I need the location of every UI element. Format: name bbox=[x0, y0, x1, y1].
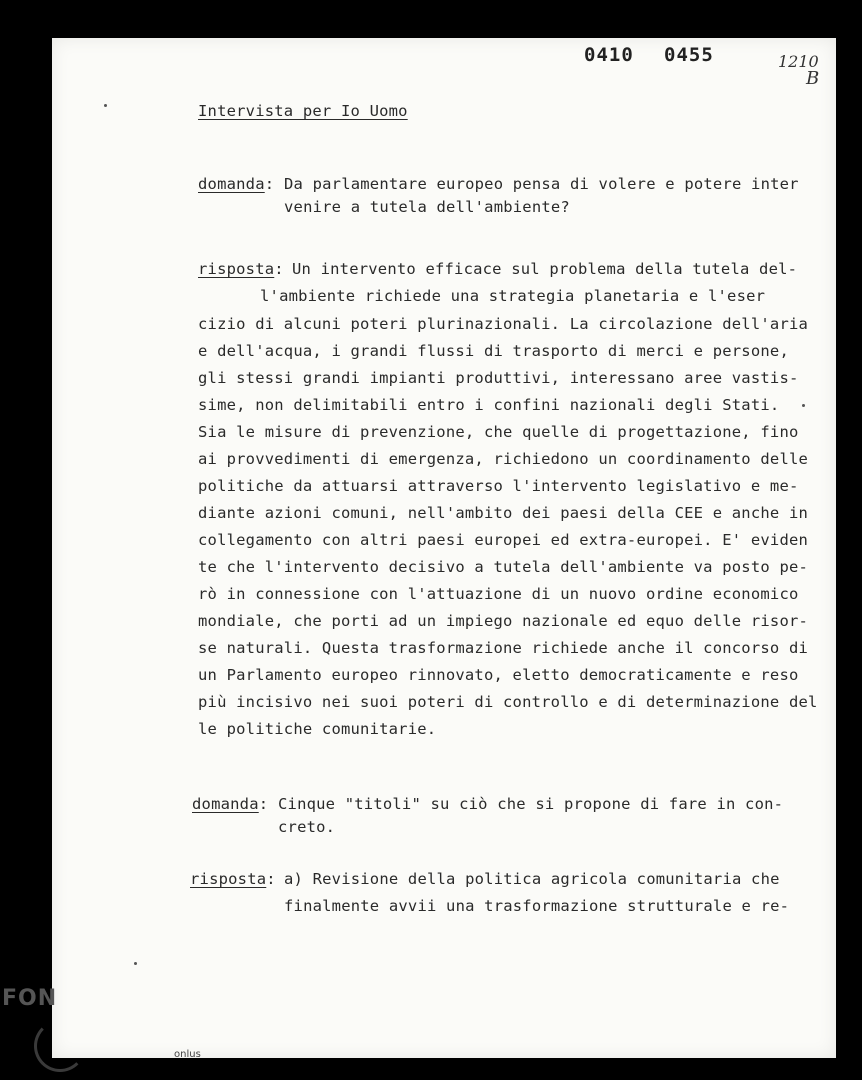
paper-speck bbox=[104, 104, 107, 107]
answer-1-second-line: l'ambiente richiede una strategia planetaria e l'eser bbox=[260, 287, 766, 305]
question-2-line: Cinque "titoli" su ciò che si propone di fare in con- bbox=[278, 795, 784, 813]
answer-1-line: un Parlamento europeo rinnovato, eletto democraticamente e reso bbox=[198, 666, 799, 684]
question-2-label: domanda: bbox=[192, 795, 269, 813]
answer-1-line: diante azioni comuni, nell'ambito dei paesi della CEE e anche in bbox=[198, 504, 809, 522]
answer-1-first-line: Un intervento efficace sul problema della tutela del- bbox=[292, 260, 798, 278]
archive-stamp-left: 0410 bbox=[584, 44, 634, 66]
question-1-label: domanda: bbox=[198, 175, 275, 193]
answer-1-line: e dell'acqua, i grandi flussi di trasporto di merci e persone, bbox=[198, 342, 789, 360]
answer-1-line: Sia le misure di prevenzione, che quelle di progettazione, fino bbox=[198, 423, 799, 441]
question-1-text bbox=[284, 175, 844, 235]
document-title: Intervista per Io Uomo bbox=[198, 102, 408, 120]
answer-1-line: se naturali. Questa trasformazione richiede anche il concorso di bbox=[198, 639, 809, 657]
archive-stamp-right: 0455 bbox=[664, 44, 714, 66]
answer-1-line: rò in connessione con l'attuazione di un nuovo ordine economico bbox=[198, 585, 799, 603]
question-1-line: venire a tutela dell'ambiente? bbox=[284, 198, 570, 216]
question-2-line: creto. bbox=[278, 818, 336, 836]
watermark-circle-icon bbox=[34, 1020, 86, 1072]
question-1-line: Da parlamentare europeo pensa di volere e potere inter bbox=[284, 175, 799, 193]
answer-1-body bbox=[198, 315, 828, 755]
answer-1-line: più incisivo nei suoi poteri di controllo e di determinazione del bbox=[198, 693, 818, 711]
answer-1-line: le politiche comunitarie. bbox=[198, 720, 437, 738]
watermark-subtext: onlus bbox=[174, 1049, 201, 1060]
question-2-text bbox=[278, 795, 838, 855]
answer-2-label: risposta: bbox=[190, 870, 276, 888]
answer-2-second-line: finalmente avvii una trasformazione strutturale e re- bbox=[284, 897, 790, 915]
handwritten-letter: B bbox=[806, 68, 820, 89]
document-page bbox=[52, 38, 836, 1058]
answer-1-line: politiche da attuarsi attraverso l'intervento legislativo e me- bbox=[198, 477, 799, 495]
answer-1-line: collegamento con altri paesi europei ed extra-europei. E' eviden bbox=[198, 531, 809, 549]
paper-speck bbox=[134, 962, 137, 965]
answer-2-first-line: a) Revisione della politica agricola comunitaria che bbox=[284, 870, 780, 888]
watermark-logo: FON bbox=[2, 986, 58, 1011]
handwritten-number: 1210 bbox=[778, 52, 819, 71]
answer-1-label: risposta: bbox=[198, 260, 284, 278]
answer-1-line: te che l'intervento decisivo a tutela dell'ambiente va posto pe- bbox=[198, 558, 809, 576]
answer-1-line: ai provvedimenti di emergenza, richiedono un coordinamento delle bbox=[198, 450, 809, 468]
paper-speck bbox=[802, 404, 805, 407]
answer-1-line: sime, non delimitabili entro i confini nazionali degli Stati. bbox=[198, 396, 780, 414]
answer-1-line: mondiale, che porti ad un impiego nazionale ed equo delle risor- bbox=[198, 612, 809, 630]
answer-1-line: cizio di alcuni poteri plurinazionali. La circolazione dell'aria bbox=[198, 315, 809, 333]
answer-1-line: gli stessi grandi impianti produttivi, interessano aree vastis- bbox=[198, 369, 799, 387]
